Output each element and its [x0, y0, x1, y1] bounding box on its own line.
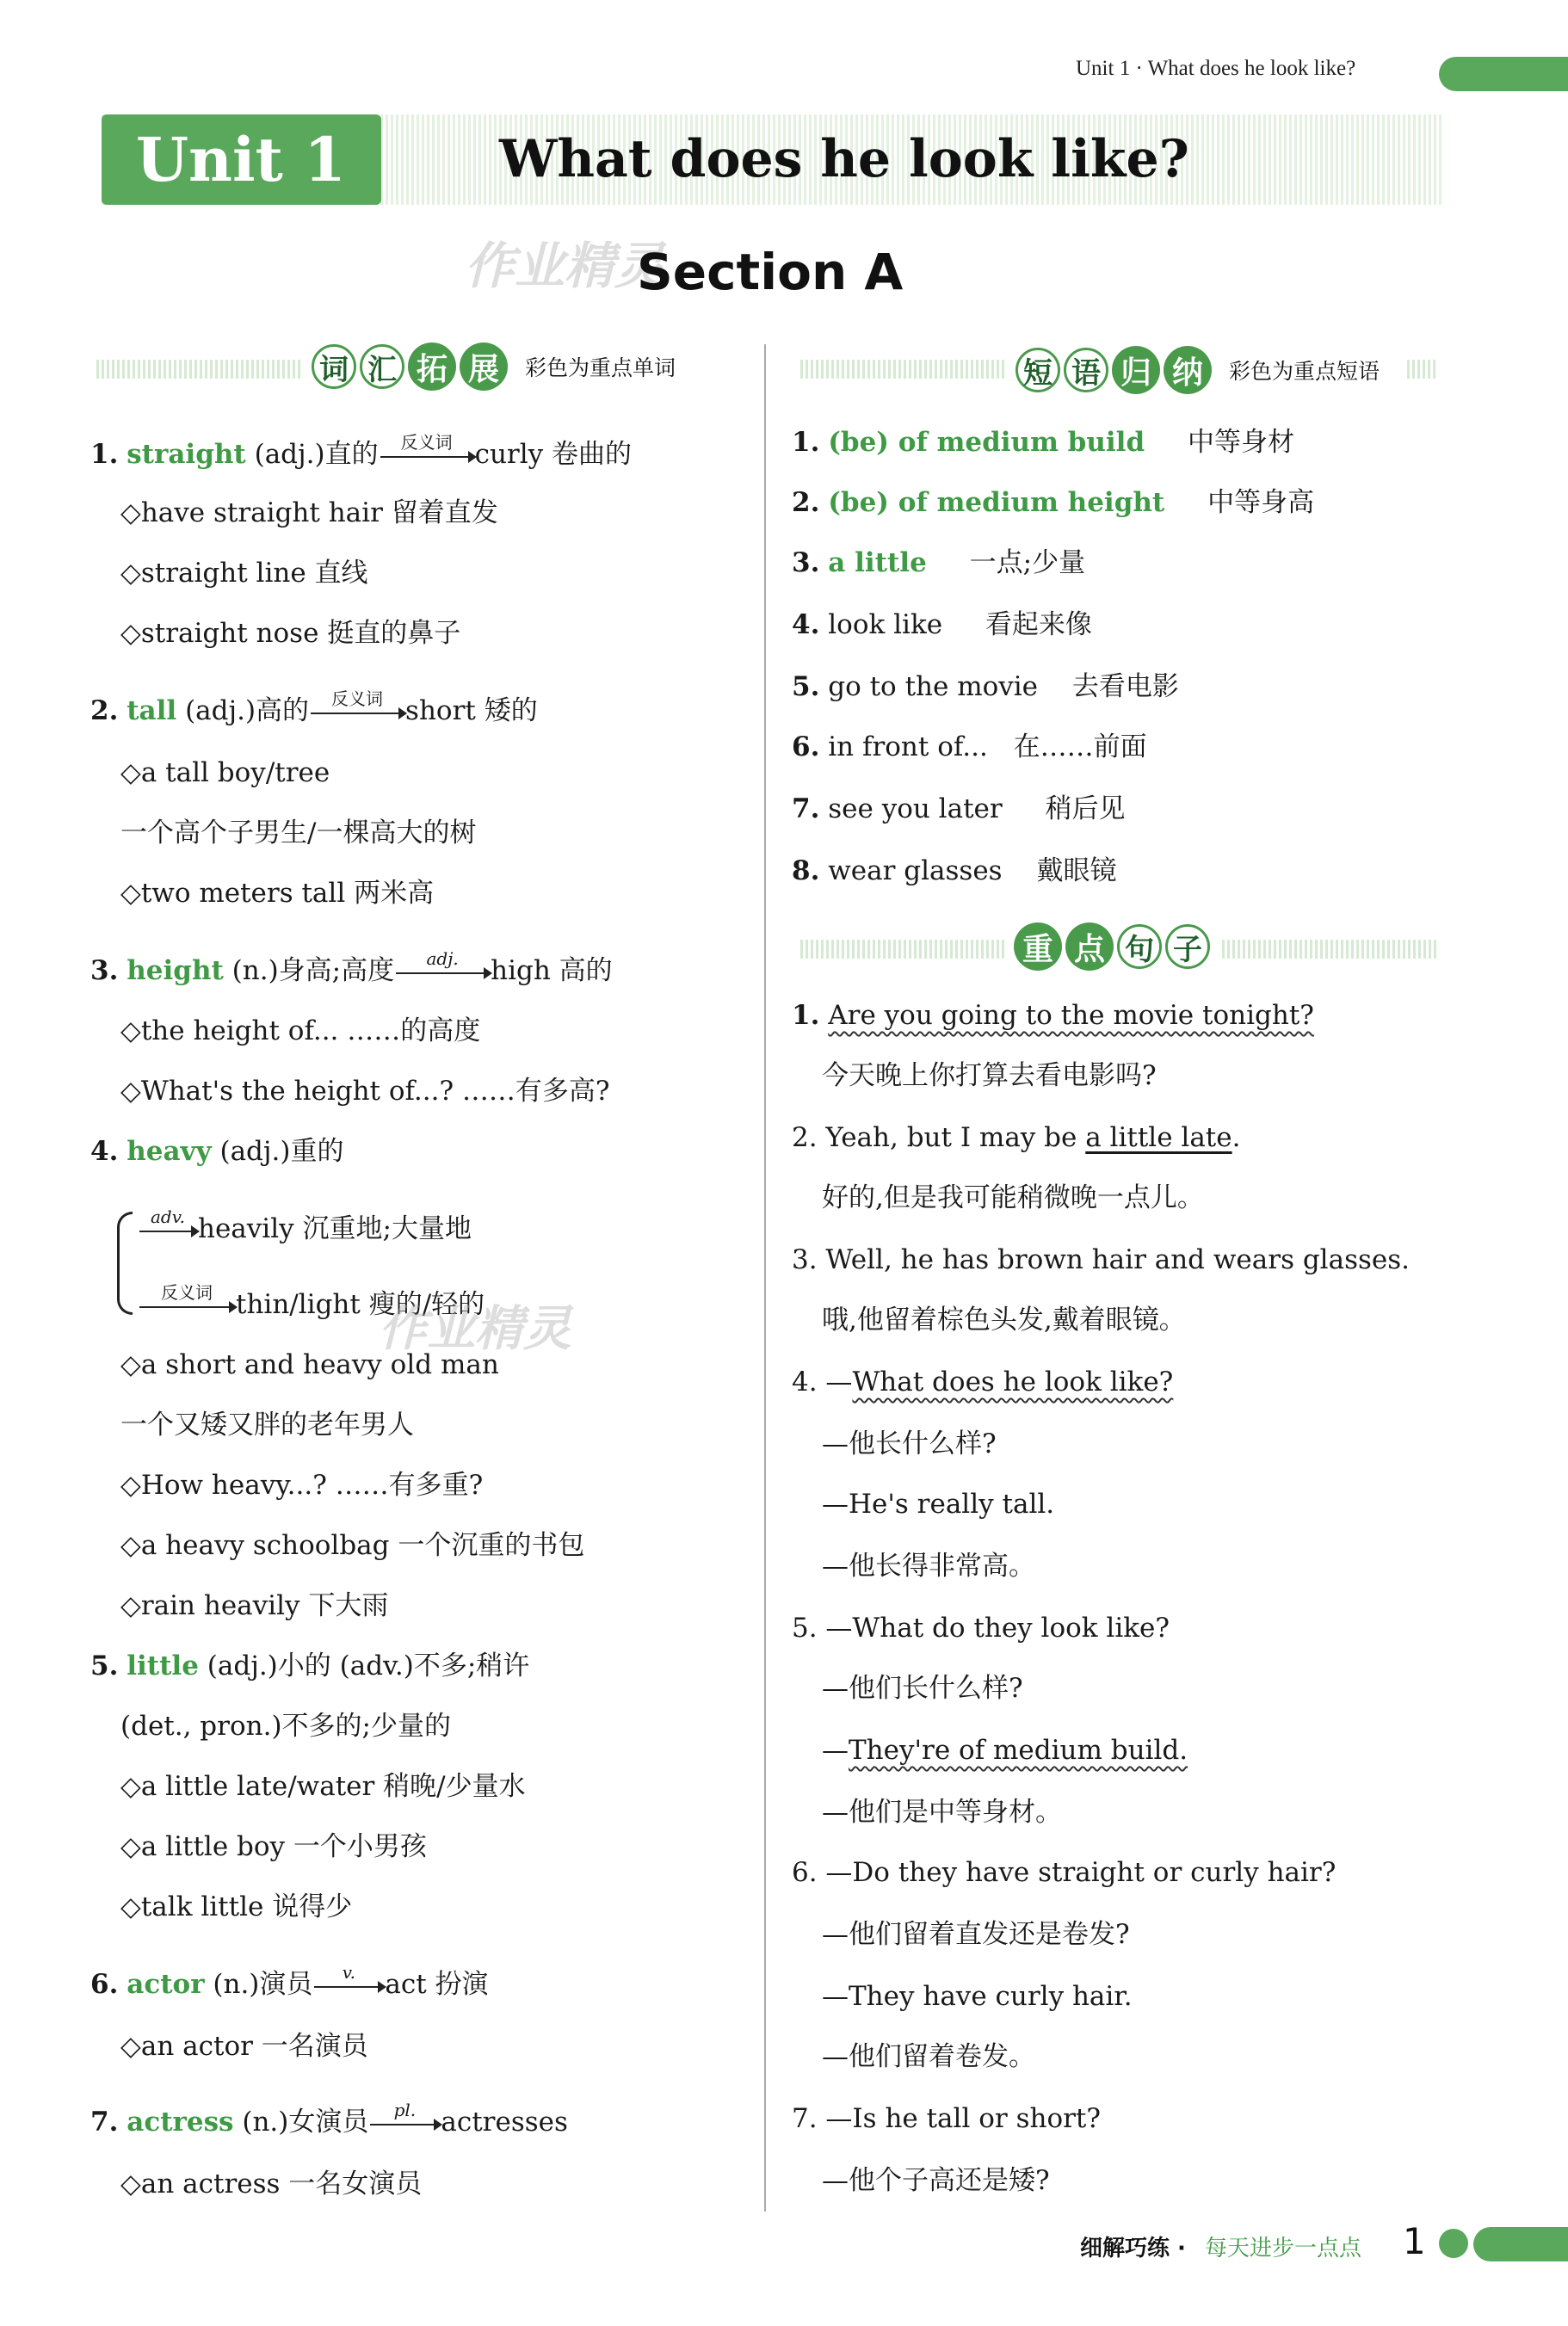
vocab-example: ◇a tall boy/tree — [120, 757, 330, 788]
sentence-header-rule-right — [1222, 940, 1437, 959]
vocab-entry: 6. actor (n.)演员 v. act 扮演 — [90, 1961, 489, 2000]
vocab-example: ◇the height of... ……的高度 — [120, 1015, 481, 1046]
phrase-title-char: 语 — [1064, 348, 1108, 392]
sentence-title-char: 点 — [1065, 922, 1114, 971]
vocab-note: 彩色为重点单词 — [525, 355, 676, 380]
sentence-zh: —他长什么样? — [822, 1428, 997, 1459]
vocab-example: 一个高个子男生/一棵高大的树 — [120, 817, 477, 848]
watermark: 作业精灵 — [379, 1301, 571, 1357]
arrow-icon: adv. — [139, 1220, 196, 1241]
sentence-title-char: 句 — [1117, 924, 1162, 969]
brace-decoration — [117, 1212, 133, 1315]
vocab-derivative: 反义词 thin/light 瘦的/轻的 — [138, 1287, 485, 1322]
arrow-icon: 反义词 — [380, 446, 473, 466]
vocab-example: ◇a little boy 一个小男孩 — [120, 1831, 427, 1862]
sentence-en: 7. —Is he tall or short? — [792, 2103, 1101, 2134]
unit-badge: Unit 1 — [102, 114, 381, 205]
vocab-example: ◇an actor 一名演员 — [120, 2031, 368, 2062]
sentence-en: 6. —Do they have straight or curly hair? — [792, 1857, 1337, 1888]
phrase-header-rule-right — [1407, 360, 1437, 379]
vocab-title-char: 词 — [312, 344, 356, 389]
phrase-item: 6. in front of... 在……前面 — [792, 731, 1147, 762]
sentence-zh: —他们是中等身材。 — [822, 1797, 1062, 1828]
sentence-zh: 哦,他留着棕色头发,戴着眼镜。 — [822, 1305, 1186, 1336]
vocab-example: ◇a heavy schoolbag 一个沉重的书包 — [120, 1530, 585, 1561]
vocab-example: ◇straight line 直线 — [120, 558, 368, 589]
phrase-header-rule — [800, 360, 1007, 379]
vocab-entry: 1. straight (adj.)直的 反义词 curly 卷曲的 — [90, 431, 633, 470]
sentence-en: —He's really tall. — [822, 1489, 1055, 1520]
sentence-en: 2. Yeah, but I may be a little late. — [792, 1122, 1241, 1153]
phrase-item: 5. go to the movie 去看电影 — [792, 671, 1179, 702]
sentence-en: 3. Well, he has brown hair and wears glasses. — [792, 1244, 1410, 1275]
arrow-icon: v. — [314, 1976, 383, 1996]
sentence-zh: 今天晚上你打算去看电影吗? — [822, 1060, 1157, 1091]
sentence-header — [1014, 922, 1210, 971]
phrase-item: 3. a little 一点;少量 — [792, 547, 1086, 578]
vocab-example: (det., pron.)不多的;少量的 — [120, 1711, 451, 1742]
vocab-example: ◇talk little 说得少 — [120, 1891, 353, 1922]
phrase-item: 2. (be) of medium height 中等身高 — [792, 487, 1315, 518]
arrow-icon: adj. — [396, 962, 489, 983]
phrase-title-char: 纳 — [1164, 346, 1212, 394]
sentence-title-char: 重 — [1014, 922, 1062, 971]
phrase-item: 1. (be) of medium build 中等身材 — [792, 427, 1294, 458]
sentence-en: 4. —What does he look like? — [792, 1367, 1174, 1397]
vocab-example: ◇rain heavily 下大雨 — [120, 1590, 389, 1621]
watermark: 作业精灵 — [465, 237, 665, 295]
sentence-zh: —他们留着卷发。 — [822, 2041, 1035, 2072]
vocab-example: ◇an actress 一名女演员 — [120, 2169, 423, 2200]
vocab-title-char: 展 — [460, 342, 508, 391]
sentence-zh: —他长得非常高。 — [822, 1551, 1035, 1582]
sentence-en: 1. Are you going to the movie tonight? — [792, 1000, 1314, 1031]
unit-bracket-decoration — [359, 129, 378, 194]
footer-slogan: 每天进步一点点 — [1205, 2236, 1362, 2261]
vocab-derivative: adv. heavily 沉重地;大量地 — [138, 1212, 472, 1246]
phrase-title-char: 归 — [1112, 346, 1160, 394]
vocab-entry: 3. height (n.)身高;高度 adj. high 高的 — [90, 947, 613, 986]
running-header: Unit 1 · What does he look like? — [1076, 57, 1356, 80]
sentence-zh: —他个子高还是矮? — [822, 2165, 1050, 2196]
sentence-en: 5. —What do they look like? — [792, 1613, 1170, 1644]
sentence-en: —They have curly hair. — [822, 1981, 1133, 2012]
sentence-title-char: 子 — [1165, 924, 1210, 969]
phrase-title-char: 短 — [1015, 348, 1060, 392]
vocab-example: ◇two meters tall 两米高 — [120, 878, 435, 909]
vocab-example: ◇What's the height of...? ……有多高? — [120, 1076, 610, 1107]
vocab-entry: 5. little (adj.)小的 (adv.)不多;稍许 — [90, 1650, 530, 1681]
vocab-title-char: 汇 — [360, 344, 404, 389]
page-title: What does he look like? — [499, 129, 1189, 189]
arrow-icon: pl. — [370, 2113, 439, 2134]
phrase-header — [1015, 346, 1380, 394]
vocab-example: ◇have straight hair 留着直发 — [120, 497, 498, 528]
sentence-zh: —他们长什么样? — [822, 1673, 1023, 1704]
vocab-example: ◇straight nose 挺直的鼻子 — [120, 618, 461, 649]
vocab-title-char: 拓 — [408, 342, 456, 391]
vocab-example: ◇a short and heavy old man — [120, 1349, 499, 1380]
phrase-note: 彩色为重点短语 — [1229, 359, 1380, 384]
vocab-entry: 2. tall (adj.)高的 反义词 short 矮的 — [90, 688, 538, 726]
sentence-zh: 好的,但是我可能稍微晚一点儿。 — [822, 1182, 1204, 1213]
arrow-icon: 反义词 — [139, 1296, 234, 1317]
sentence-zh: —他们留着直发还是卷发? — [822, 1919, 1130, 1950]
arrow-icon: 反义词 — [311, 702, 404, 723]
sentence-header-rule — [800, 940, 1007, 959]
phrase-item: 4. look like 看起来像 — [792, 609, 1092, 640]
vocab-entry: 4. heavy (adj.)重的 — [90, 1136, 344, 1167]
phrase-item: 7. see you later 稍后见 — [792, 793, 1126, 824]
page-tab-decoration — [1439, 57, 1568, 91]
vocab-example: ◇a little late/water 稍晚/少量水 — [120, 1771, 526, 1802]
section-title: Section A — [637, 243, 904, 301]
column-divider — [764, 344, 766, 2212]
footer-brand: 细解巧练 · — [1080, 2236, 1186, 2261]
footer-tab-decoration — [1473, 2227, 1568, 2261]
footer-dot-decoration — [1439, 2229, 1468, 2258]
vocab-header-rule — [96, 360, 303, 379]
phrase-item: 8. wear glasses 戴眼镜 — [792, 855, 1117, 886]
vocab-entry: 7. actress (n.)女演员 pl. actresses — [90, 2099, 568, 2138]
page-number: 1 — [1403, 2220, 1426, 2262]
vocab-example: ◇How heavy...? ……有多重? — [120, 1470, 484, 1501]
vocab-header — [312, 342, 676, 391]
sentence-en: —They're of medium build. — [822, 1735, 1188, 1766]
vocab-example: 一个又矮又胖的老年男人 — [120, 1410, 414, 1441]
